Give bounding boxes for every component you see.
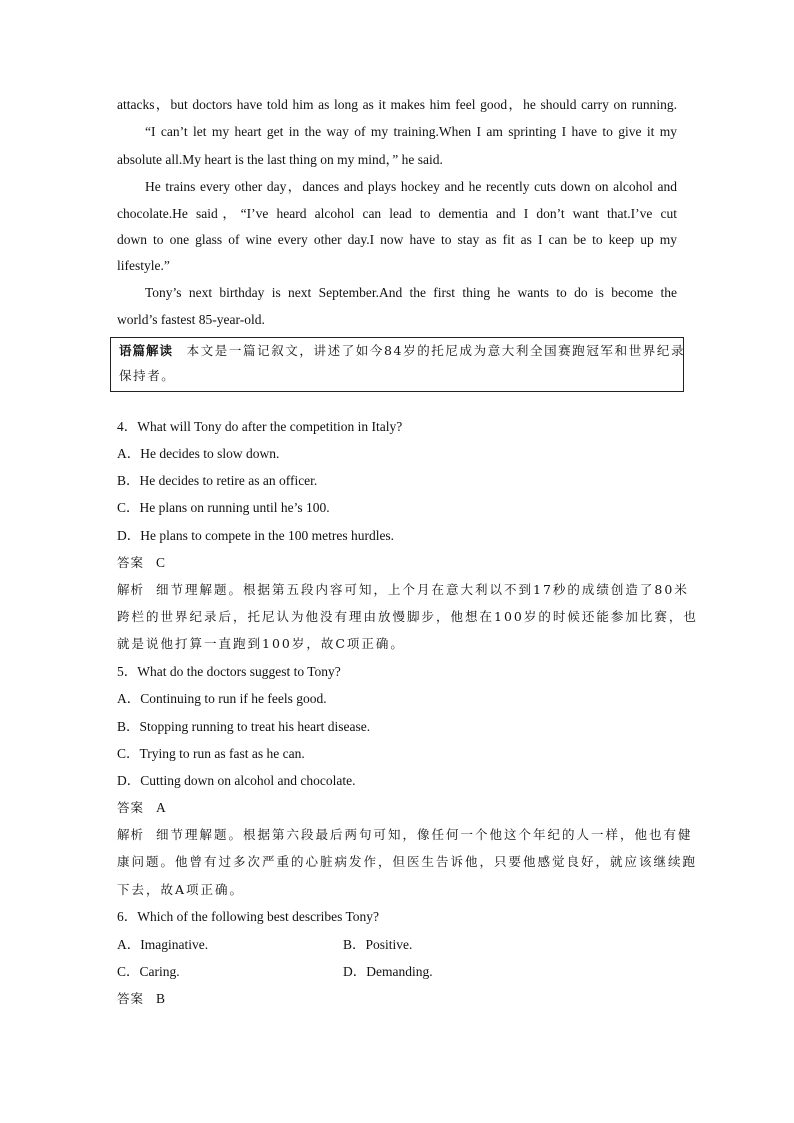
q6-option-a: A．Imaginative. [117,937,209,952]
q6-option-c: C．Caring. [117,964,180,979]
box-label: 语篇解读 [119,343,174,358]
answer-label: 答案 [117,991,145,1006]
passage-line: attacks，but doctors have told him as long as it makes him feel good，he should carry on running. [117,97,677,112]
answer-value: A [156,800,166,815]
q6-option-b: B．Positive. [343,937,413,952]
discourse-analysis-box [110,337,684,392]
q5-analysis-line: 康问题。他曾有过多次严重的心脏病发作，但医生告诉他，只要他感觉良好，就应该继续跑 [117,854,698,869]
q4-analysis-line: 跨栏的世界纪录后，托尼认为他没有理由放慢脚步，他想在100岁的时候还能参加比赛，也 [117,609,698,624]
answer-value: C [156,555,166,570]
q4-option-d: D．He plans to compete in the 100 metres hurdles. [117,528,395,543]
passage-line: He trains every other day，dances and plays hockey and he recently cuts down on alcohol and [145,179,677,194]
passage-line: world’s fastest 85-year-old. [117,312,265,327]
q4-option-a: A．He decides to slow down. [117,446,280,461]
analysis-text: 细节理解题。根据第五段内容可知，上个月在意大利以不到17秒的成绩创造了80米 [156,582,689,597]
passage-line: lifestyle.” [117,258,170,273]
q5-analysis-line: 下去，故A项正确。 [117,882,245,897]
q5-option-d: D．Cutting down on alcohol and chocolate. [117,773,356,788]
q4-option-c: C．He plans on running until he’s 100. [117,500,330,515]
passage-line: down to one glass of wine every other day.I now have to stay as fit as I can be to keep up my [117,232,677,247]
q4-answer [117,554,165,572]
passage-line: Tony’s next birthday is next September.And the first thing he wants to do is become the [145,285,677,300]
q4-option-b: B．He decides to retire as an officer. [117,473,318,488]
q5-analysis-line [117,826,693,844]
answer-label: 答案 [117,555,145,570]
analysis-label: 解析 [117,827,145,842]
passage-line: chocolate.He said，“I’ve heard alcohol can lead to dementia and I don’t want that.I’ve cut [117,206,677,221]
passage-line: “I can’t let my heart get in the way of my training.When I am sprinting I have to give it my [145,124,677,139]
box-line-1 [119,342,685,360]
answer-label: 答案 [117,800,145,815]
analysis-text: 细节理解题。根据第六段最后两句可知，像任何一个他这个年纪的人一样，他也有健 [156,827,693,842]
q4-analysis-line: 就是说他打算一直跑到100岁，故C项正确。 [117,636,405,651]
q5-stem: 5．What do the doctors suggest to Tony? [117,664,341,679]
q5-answer [117,799,166,817]
analysis-label: 解析 [117,582,145,597]
q5-option-b: B．Stopping running to treat his heart disease. [117,719,371,734]
q6-stem: 6．Which of the following best describes Tony? [117,909,379,924]
q4-stem: 4．What will Tony do after the competition in Italy? [117,419,403,434]
answer-value: B [156,991,166,1006]
q6-answer [117,990,165,1008]
box-text: 本文是一篇记叙文，讲述了如今84岁的托尼成为意大利全国赛跑冠军和世界纪录 [186,343,686,358]
q5-option-c: C．Trying to run as fast as he can. [117,746,305,761]
passage-line: absolute all.My heart is the last thing on my mind，” he said. [117,152,443,167]
box-line-2: 保持者。 [119,368,176,383]
q4-analysis-line [117,581,689,599]
q6-option-d: D．Demanding. [343,964,433,979]
q5-option-a: A．Continuing to run if he feels good. [117,691,327,706]
